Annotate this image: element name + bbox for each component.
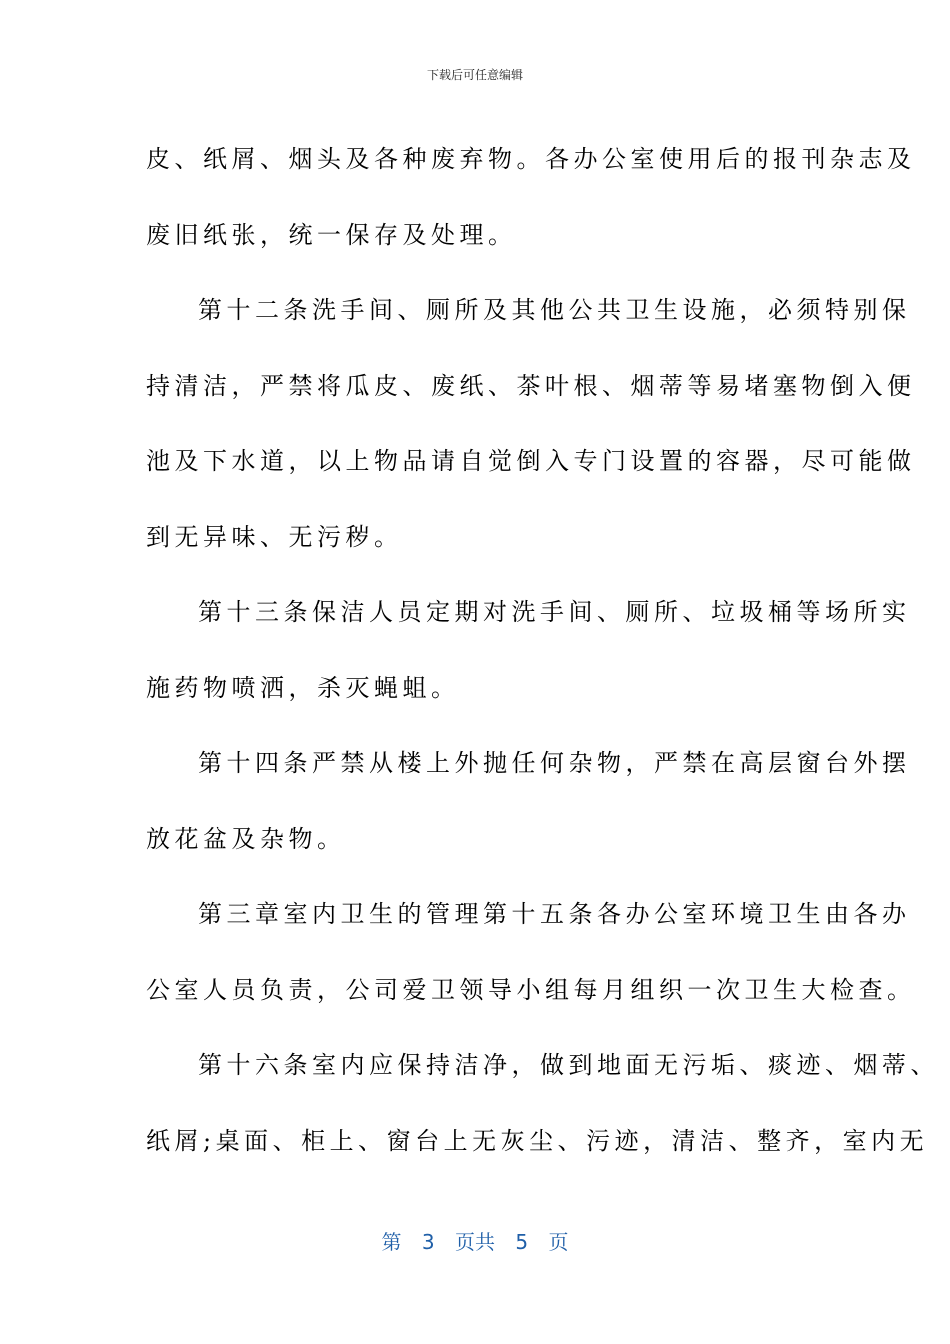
document-body: [146, 122, 939, 1179]
text-line: 第三章室内卫生的管理第十五条各办公室环境卫生由各办: [198, 900, 911, 928]
text-line: 皮、纸屑、烟头及各种废弃物。各办公室使用后的报刊杂志及: [146, 145, 916, 173]
text-line: 废旧纸张，统一保存及处理。: [146, 220, 517, 249]
text-line: 第十六条室内应保持洁净，做到地面无污垢、痰迹、烟蒂、: [198, 1051, 939, 1079]
current-page-number: 3: [421, 1230, 435, 1254]
text-line: 纸屑;桌面、柜上、窗台上无灰尘、污迹，清洁、整齐，室内无: [146, 1126, 929, 1155]
footer-middle: 页共: [455, 1230, 495, 1254]
text-line: 公室人员负责，公司爱卫领导小组每月组织一次卫生大检查。: [146, 975, 916, 1004]
text-line: 持清洁，严禁将瓜皮、废纸、茶叶根、烟蒂等易堵塞物倒入便: [146, 371, 916, 400]
text-line: 第十四条严禁从楼上外抛任何杂物，严禁在高层窗台外摆: [198, 749, 911, 777]
footer-prefix: 第: [381, 1230, 402, 1254]
text-line: 第十三条保洁人员定期对洗手间、厕所、垃圾桶等场所实: [198, 598, 911, 626]
text-line: 放花盆及杂物。: [146, 824, 346, 853]
text-line: 第十二条洗手间、厕所及其他公共卫生设施，必须特别保: [198, 296, 911, 324]
text-line: 池及下水道，以上物品请自觉倒入专门设置的容器，尽可能做: [146, 447, 916, 475]
page-header: 下载后可任意编辑: [426, 68, 523, 82]
text-line: 施药物喷洒，杀灭蝇蛆。: [146, 673, 460, 702]
page-footer: [0, 1226, 950, 1255]
total-page-count: 5: [515, 1230, 529, 1254]
footer-suffix: 页: [548, 1230, 569, 1254]
text-line: 到无异味、无污秽。: [146, 522, 403, 551]
